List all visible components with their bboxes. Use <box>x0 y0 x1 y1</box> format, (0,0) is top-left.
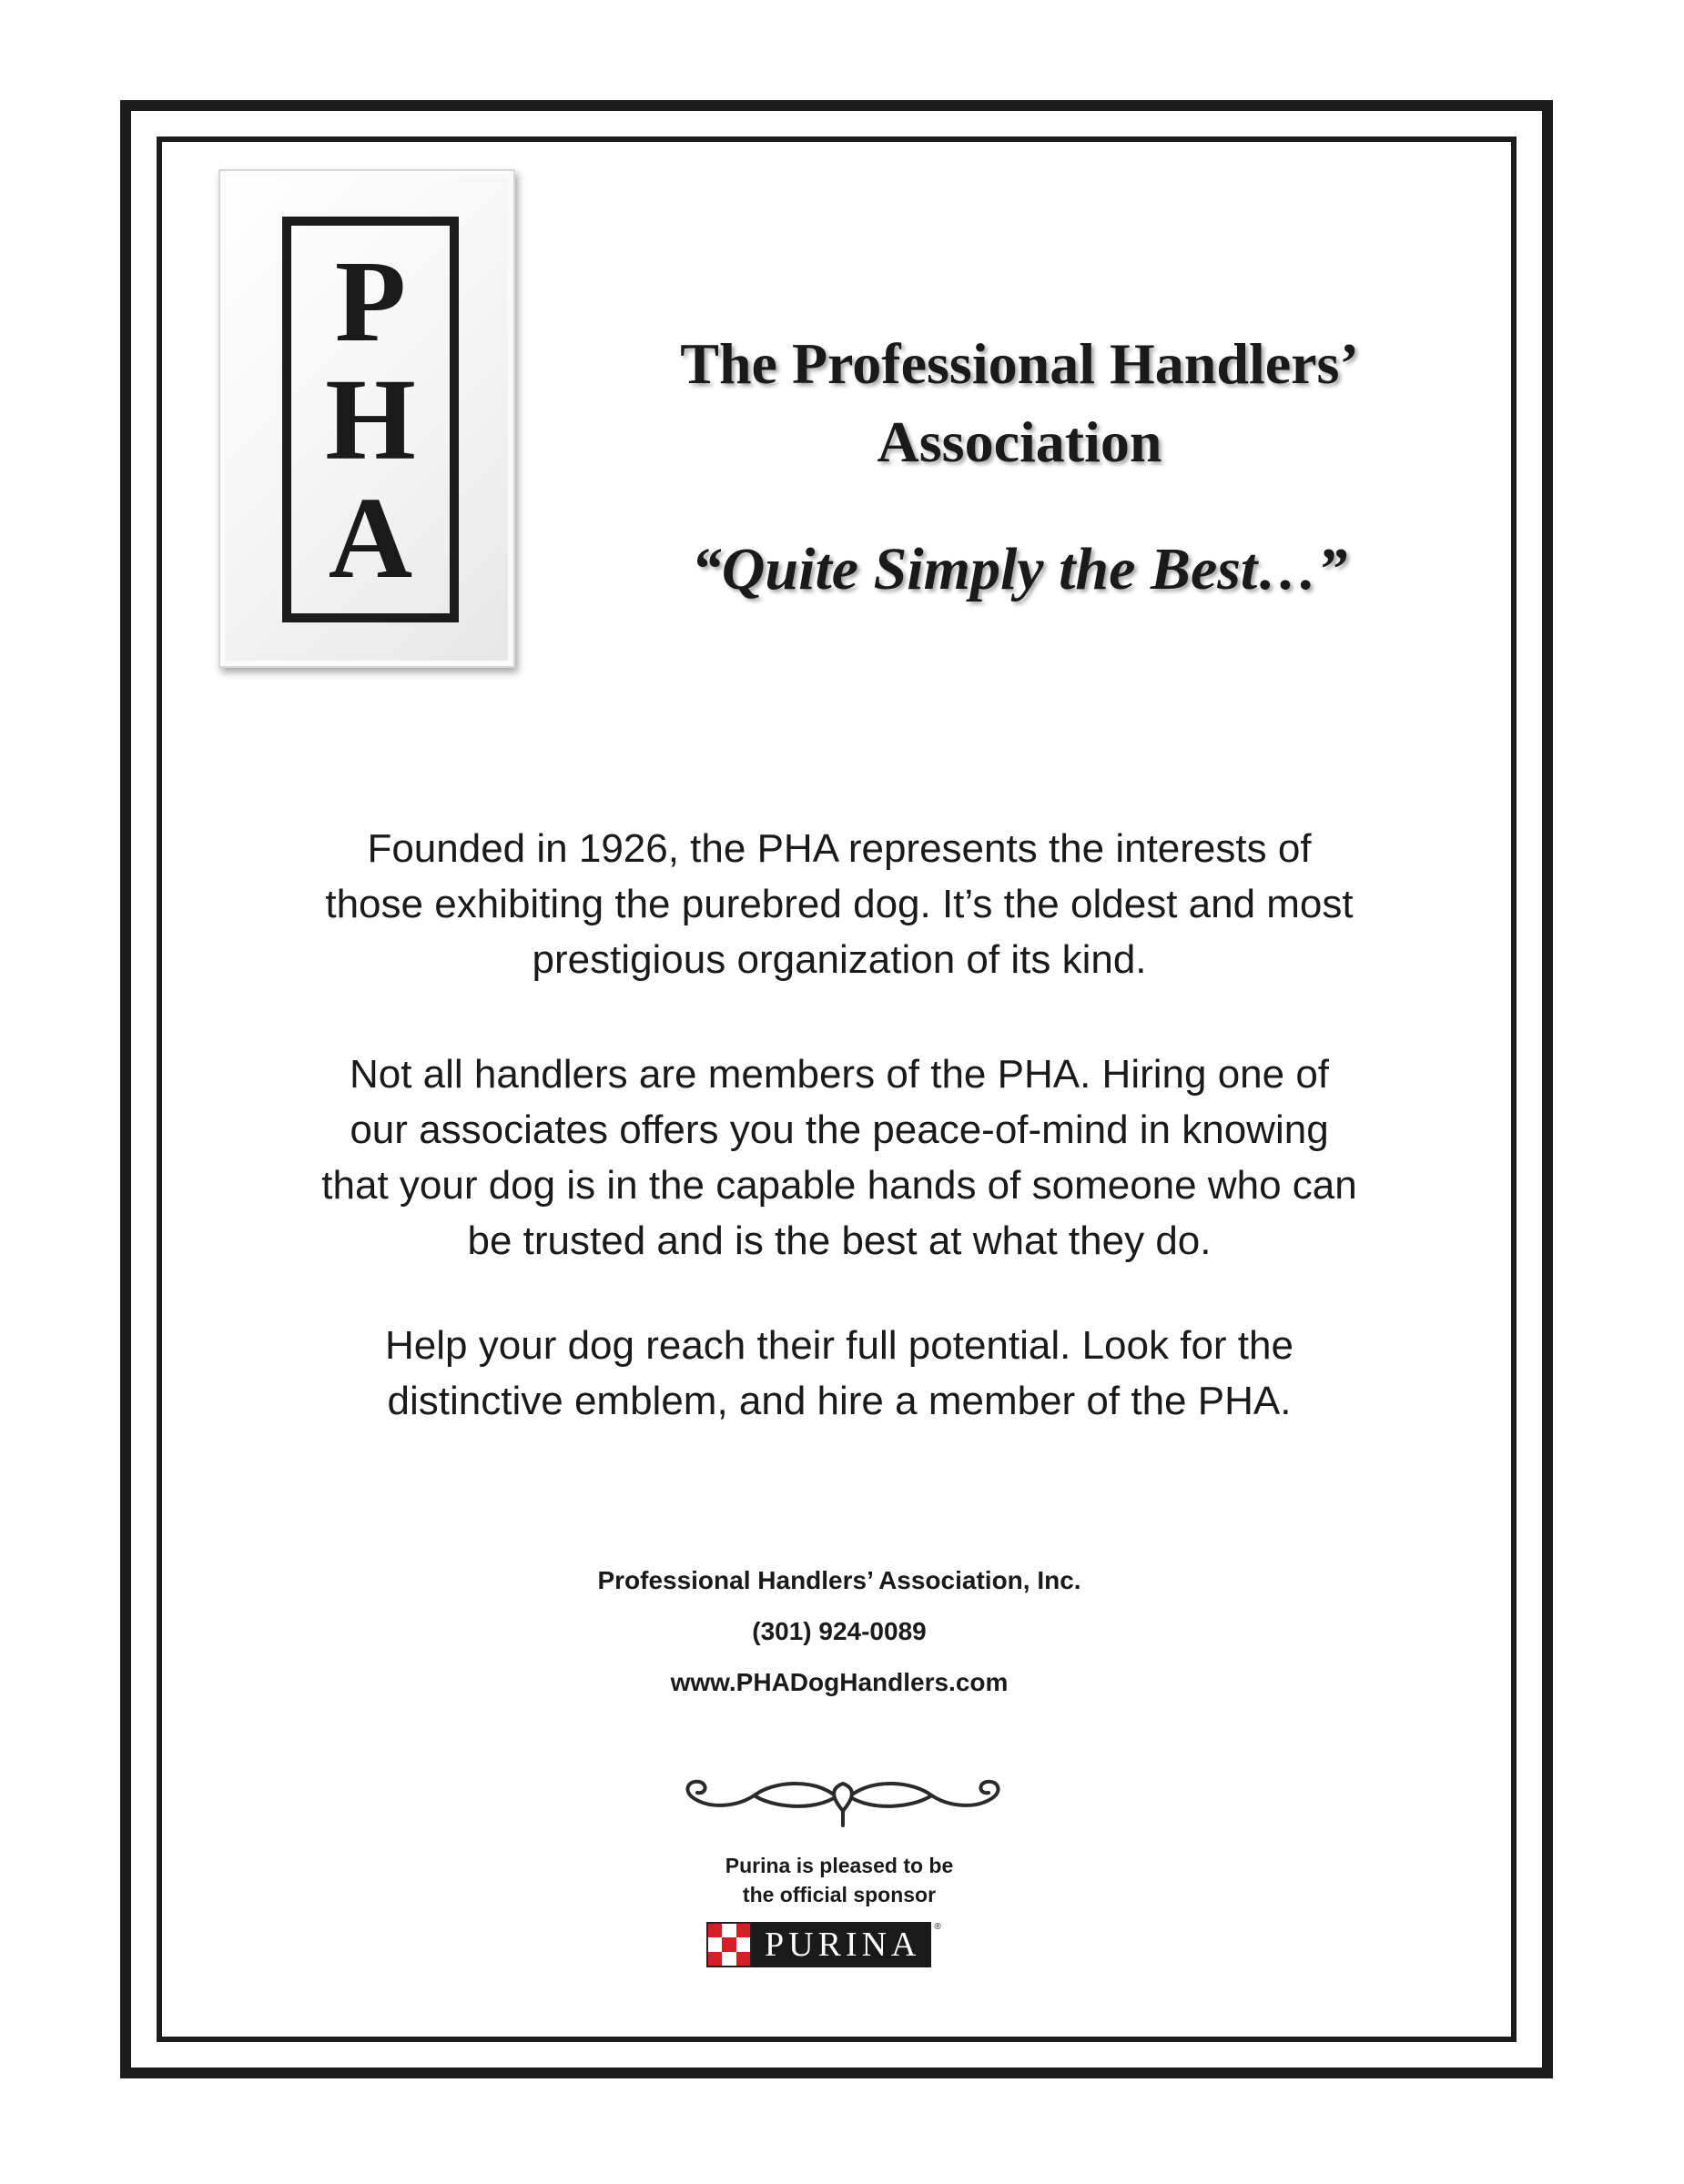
sponsor-line-1: Purina is pleased to be <box>725 1854 954 1877</box>
paragraph-membership <box>202 1046 1476 1269</box>
paragraph-line: those exhibiting the purebred dog. It’s the oldest and most <box>325 882 1354 926</box>
pha-logo-letter-p: P <box>334 237 407 366</box>
page-title-line-1: The Professional Handlers’ <box>680 331 1359 396</box>
pha-logo-emblem <box>218 169 515 668</box>
contact-organization: Professional Handlers’ Association, Inc. <box>597 1566 1081 1594</box>
purina-checkerboard-icon <box>706 1922 752 1967</box>
paragraph-line: Not all handlers are members of the PHA. Hiring one of <box>349 1052 1330 1097</box>
paragraph-line: our associates offers you the peace-of-mind in knowing <box>350 1107 1329 1152</box>
paragraph-founded <box>202 821 1476 987</box>
paragraph-line: Help your dog reach their full potential. Look for the <box>385 1323 1293 1368</box>
tagline: “Quite Simply the Best…” <box>691 536 1348 602</box>
pha-logo-letter-a: A <box>328 473 413 602</box>
registered-trademark-icon: ® <box>934 1922 941 1932</box>
purina-logo <box>706 1922 941 1967</box>
page-title-line-2: Association <box>877 410 1162 474</box>
sponsor-line-2: the official sponsor <box>742 1883 937 1906</box>
paragraph-line: prestigious organization of its kind. <box>532 937 1147 982</box>
paragraph-line: be trusted and is the best at what they do. <box>467 1218 1212 1263</box>
paragraph-line: that your dog is in the capable hands of someone who can <box>321 1163 1357 1208</box>
paragraph-line: Founded in 1926, the PHA represents the interests of <box>367 826 1312 871</box>
contact-phone: (301) 924-0089 <box>752 1617 927 1645</box>
contact-website: www.PHADogHandlers.com <box>670 1668 1009 1696</box>
decorative-flourish-icon <box>674 1769 1012 1829</box>
pha-logo-frame <box>282 217 459 622</box>
purina-wordmark: PURINA <box>752 1922 931 1967</box>
paragraph-line: distinctive emblem, and hire a member of the PHA. <box>387 1379 1292 1423</box>
pha-logo-letter-h: H <box>325 355 416 484</box>
paragraph-call-to-action <box>202 1318 1476 1429</box>
